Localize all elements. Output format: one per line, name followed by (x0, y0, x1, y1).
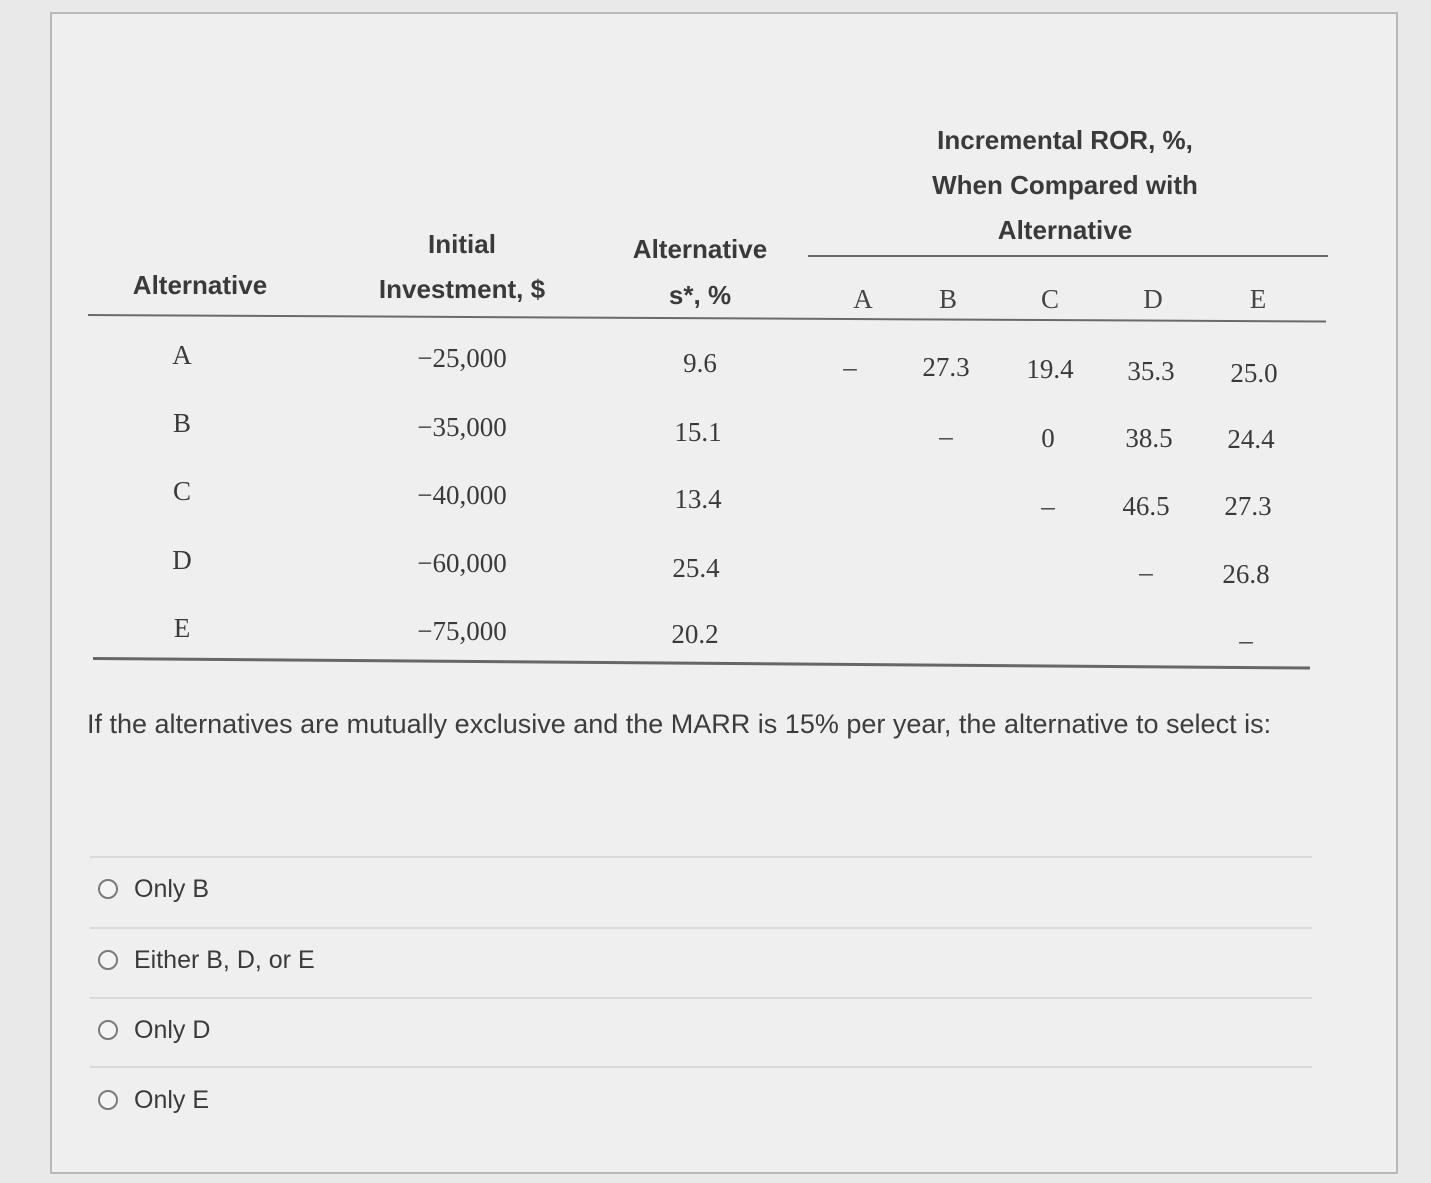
option-separator (90, 1066, 1312, 1068)
option-only-b[interactable] (98, 869, 209, 909)
alt-cell: E (173, 613, 191, 643)
option-separator (90, 927, 1312, 929)
incr-cell: 35.3 (1127, 356, 1175, 386)
incr-cell: – (1041, 491, 1055, 521)
incr-cell: 0 (1041, 423, 1055, 453)
compare-column-c: C (1040, 284, 1059, 314)
investment-cell: −35,000 (417, 412, 507, 442)
alt-cell: B (172, 408, 191, 438)
option-label: Only D (134, 1015, 211, 1044)
incr-cell: 27.3 (922, 352, 970, 382)
question-text: If the alternatives are mutually exclusive and the MARR is 15% per year, the alternative to select is: (87, 709, 1272, 739)
compare-column-d: D (1143, 284, 1163, 314)
incr-cell: – (1239, 625, 1253, 655)
header-incremental-ror (900, 118, 1230, 253)
alt-cell: A (172, 340, 192, 370)
header-incremental-line3: Alternative (997, 215, 1133, 245)
option-only-d[interactable] (98, 1010, 210, 1050)
incr-cell: 46.5 (1122, 491, 1170, 521)
alt-cell: D (172, 545, 192, 575)
ror-cell: 15.1 (674, 417, 722, 447)
ror-cell: 20.2 (671, 619, 719, 649)
compare-column-e: E (1249, 284, 1267, 314)
incr-cell: 25.0 (1230, 358, 1278, 388)
header-initial-investment-line2: Investment, $ (378, 274, 546, 304)
header-initial-investment-line1: Initial (428, 229, 496, 259)
ror-cell: 13.4 (674, 484, 722, 514)
option-label: Only E (134, 1085, 210, 1114)
header-ror-line1: Alternative (632, 234, 768, 264)
incr-cell: – (939, 421, 953, 451)
compare-column-b: B (938, 284, 957, 314)
option-label: Only B (134, 874, 210, 903)
compare-column-a: A (853, 284, 873, 314)
incremental-header-rule (808, 255, 1328, 257)
radio-button[interactable] (98, 1090, 118, 1110)
investment-cell: −60,000 (417, 548, 507, 578)
incr-cell: 19.4 (1026, 354, 1074, 384)
investment-cell: −25,000 (417, 343, 507, 373)
incr-cell: 24.4 (1227, 424, 1275, 454)
incr-cell: 38.5 (1125, 423, 1173, 453)
incr-cell: 27.3 (1224, 491, 1272, 521)
radio-button[interactable] (98, 879, 118, 899)
incr-cell: 26.8 (1222, 559, 1270, 589)
option-only-e[interactable] (98, 1080, 209, 1120)
header-incremental-line1: Incremental ROR, %, (937, 125, 1193, 155)
option-label: Either B, D, or E (134, 945, 315, 974)
ror-cell: 25.4 (672, 553, 720, 583)
header-incremental-line2: When Compared with (932, 170, 1198, 200)
radio-button[interactable] (98, 950, 118, 970)
investment-cell: −40,000 (417, 480, 507, 510)
alt-cell: C (172, 476, 191, 506)
incr-cell: – (1139, 557, 1153, 587)
header-ror-line2: s*, % (668, 280, 732, 310)
option-either-b-d-or-e[interactable] (98, 940, 315, 980)
option-separator (90, 856, 1312, 858)
header-alternative: Alternative (132, 270, 268, 300)
radio-button[interactable] (98, 1020, 118, 1040)
investment-cell: −75,000 (417, 616, 507, 646)
ror-cell: 9.6 (683, 348, 717, 378)
incr-cell: – (843, 352, 857, 382)
option-separator (90, 997, 1312, 999)
